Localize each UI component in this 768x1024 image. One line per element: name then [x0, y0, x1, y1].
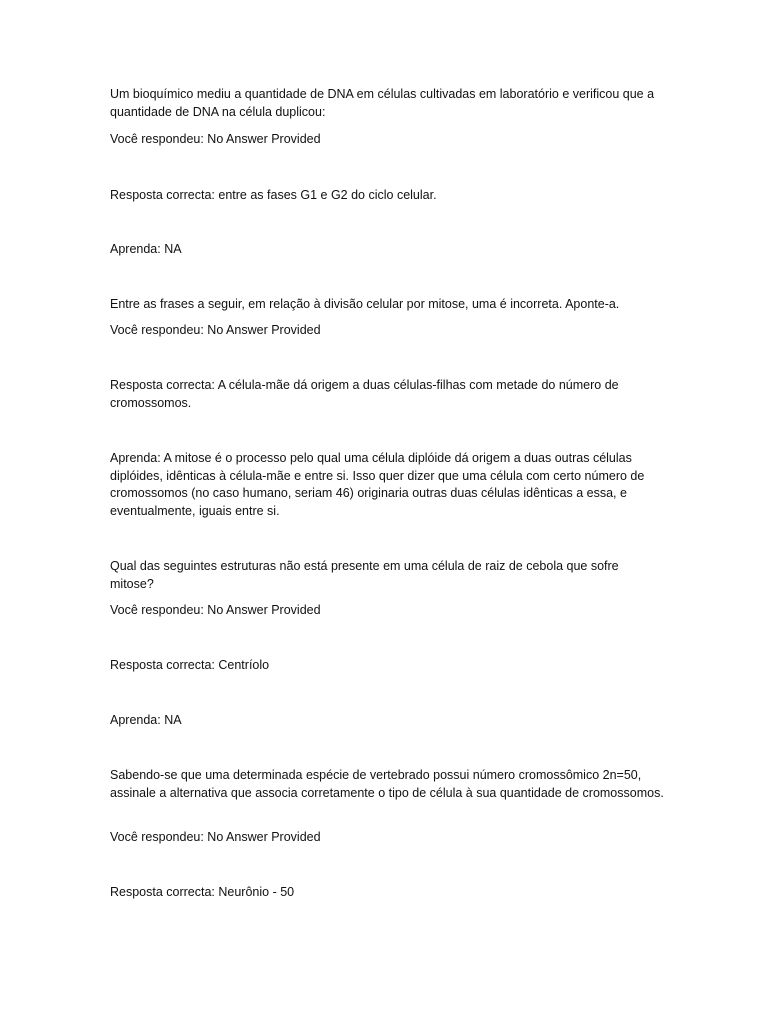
question-4-you-answered: Você respondeu: No Answer Provided	[110, 830, 321, 844]
question-2-you-answered: Você respondeu: No Answer Provided	[110, 323, 321, 337]
question-3-learn: Aprenda: NA	[110, 713, 182, 727]
question-1-learn: Aprenda: NA	[110, 242, 182, 256]
question-2-text: Entre as frases a seguir, em relação à divisão celular por mitose, uma é incorreta. Aponte-a.	[110, 297, 620, 311]
question-2-correct-answer: Resposta correcta: A célula-mãe dá origem a duas células-filhas com metade do número de cromossomos.	[110, 378, 619, 410]
question-1-text: Um bioquímico mediu a quantidade de DNA em células cultivadas em laboratório e verificou que a quantidade de DNA na célula duplicou:	[110, 87, 655, 119]
question-1-you-answered: Você respondeu: No Answer Provided	[110, 132, 321, 146]
question-2-learn: Aprenda: A mitose é o processo pelo qual uma célula diplóide dá origem a duas outras células diplóides, idênticas à célula-mãe e entre si. Isso quer dizer que uma célula com certo número de cromossomos (no caso humano, seriam 46) originaria outras duas células idênticas a essa, e eventualmente, iguais entre si.	[110, 451, 645, 518]
question-3-you-answered: Você respondeu: No Answer Provided	[110, 603, 321, 617]
question-1-correct-answer: Resposta correcta: entre as fases G1 e G2 do ciclo celular.	[110, 188, 437, 202]
question-4-correct-answer: Resposta correcta: Neurônio - 50	[110, 885, 295, 899]
question-3-correct-answer: Resposta correcta: Centríolo	[110, 658, 270, 672]
question-4-text: Sabendo-se que uma determinada espécie de vertebrado possui número cromossômico 2n=50, assinale a alternativa que associa corretamente o tipo de célula à sua quantidade de cromossomos.	[110, 768, 664, 800]
question-3-text: Qual das seguintes estruturas não está presente em uma célula de raiz de cebola que sofre mitose?	[110, 559, 619, 591]
